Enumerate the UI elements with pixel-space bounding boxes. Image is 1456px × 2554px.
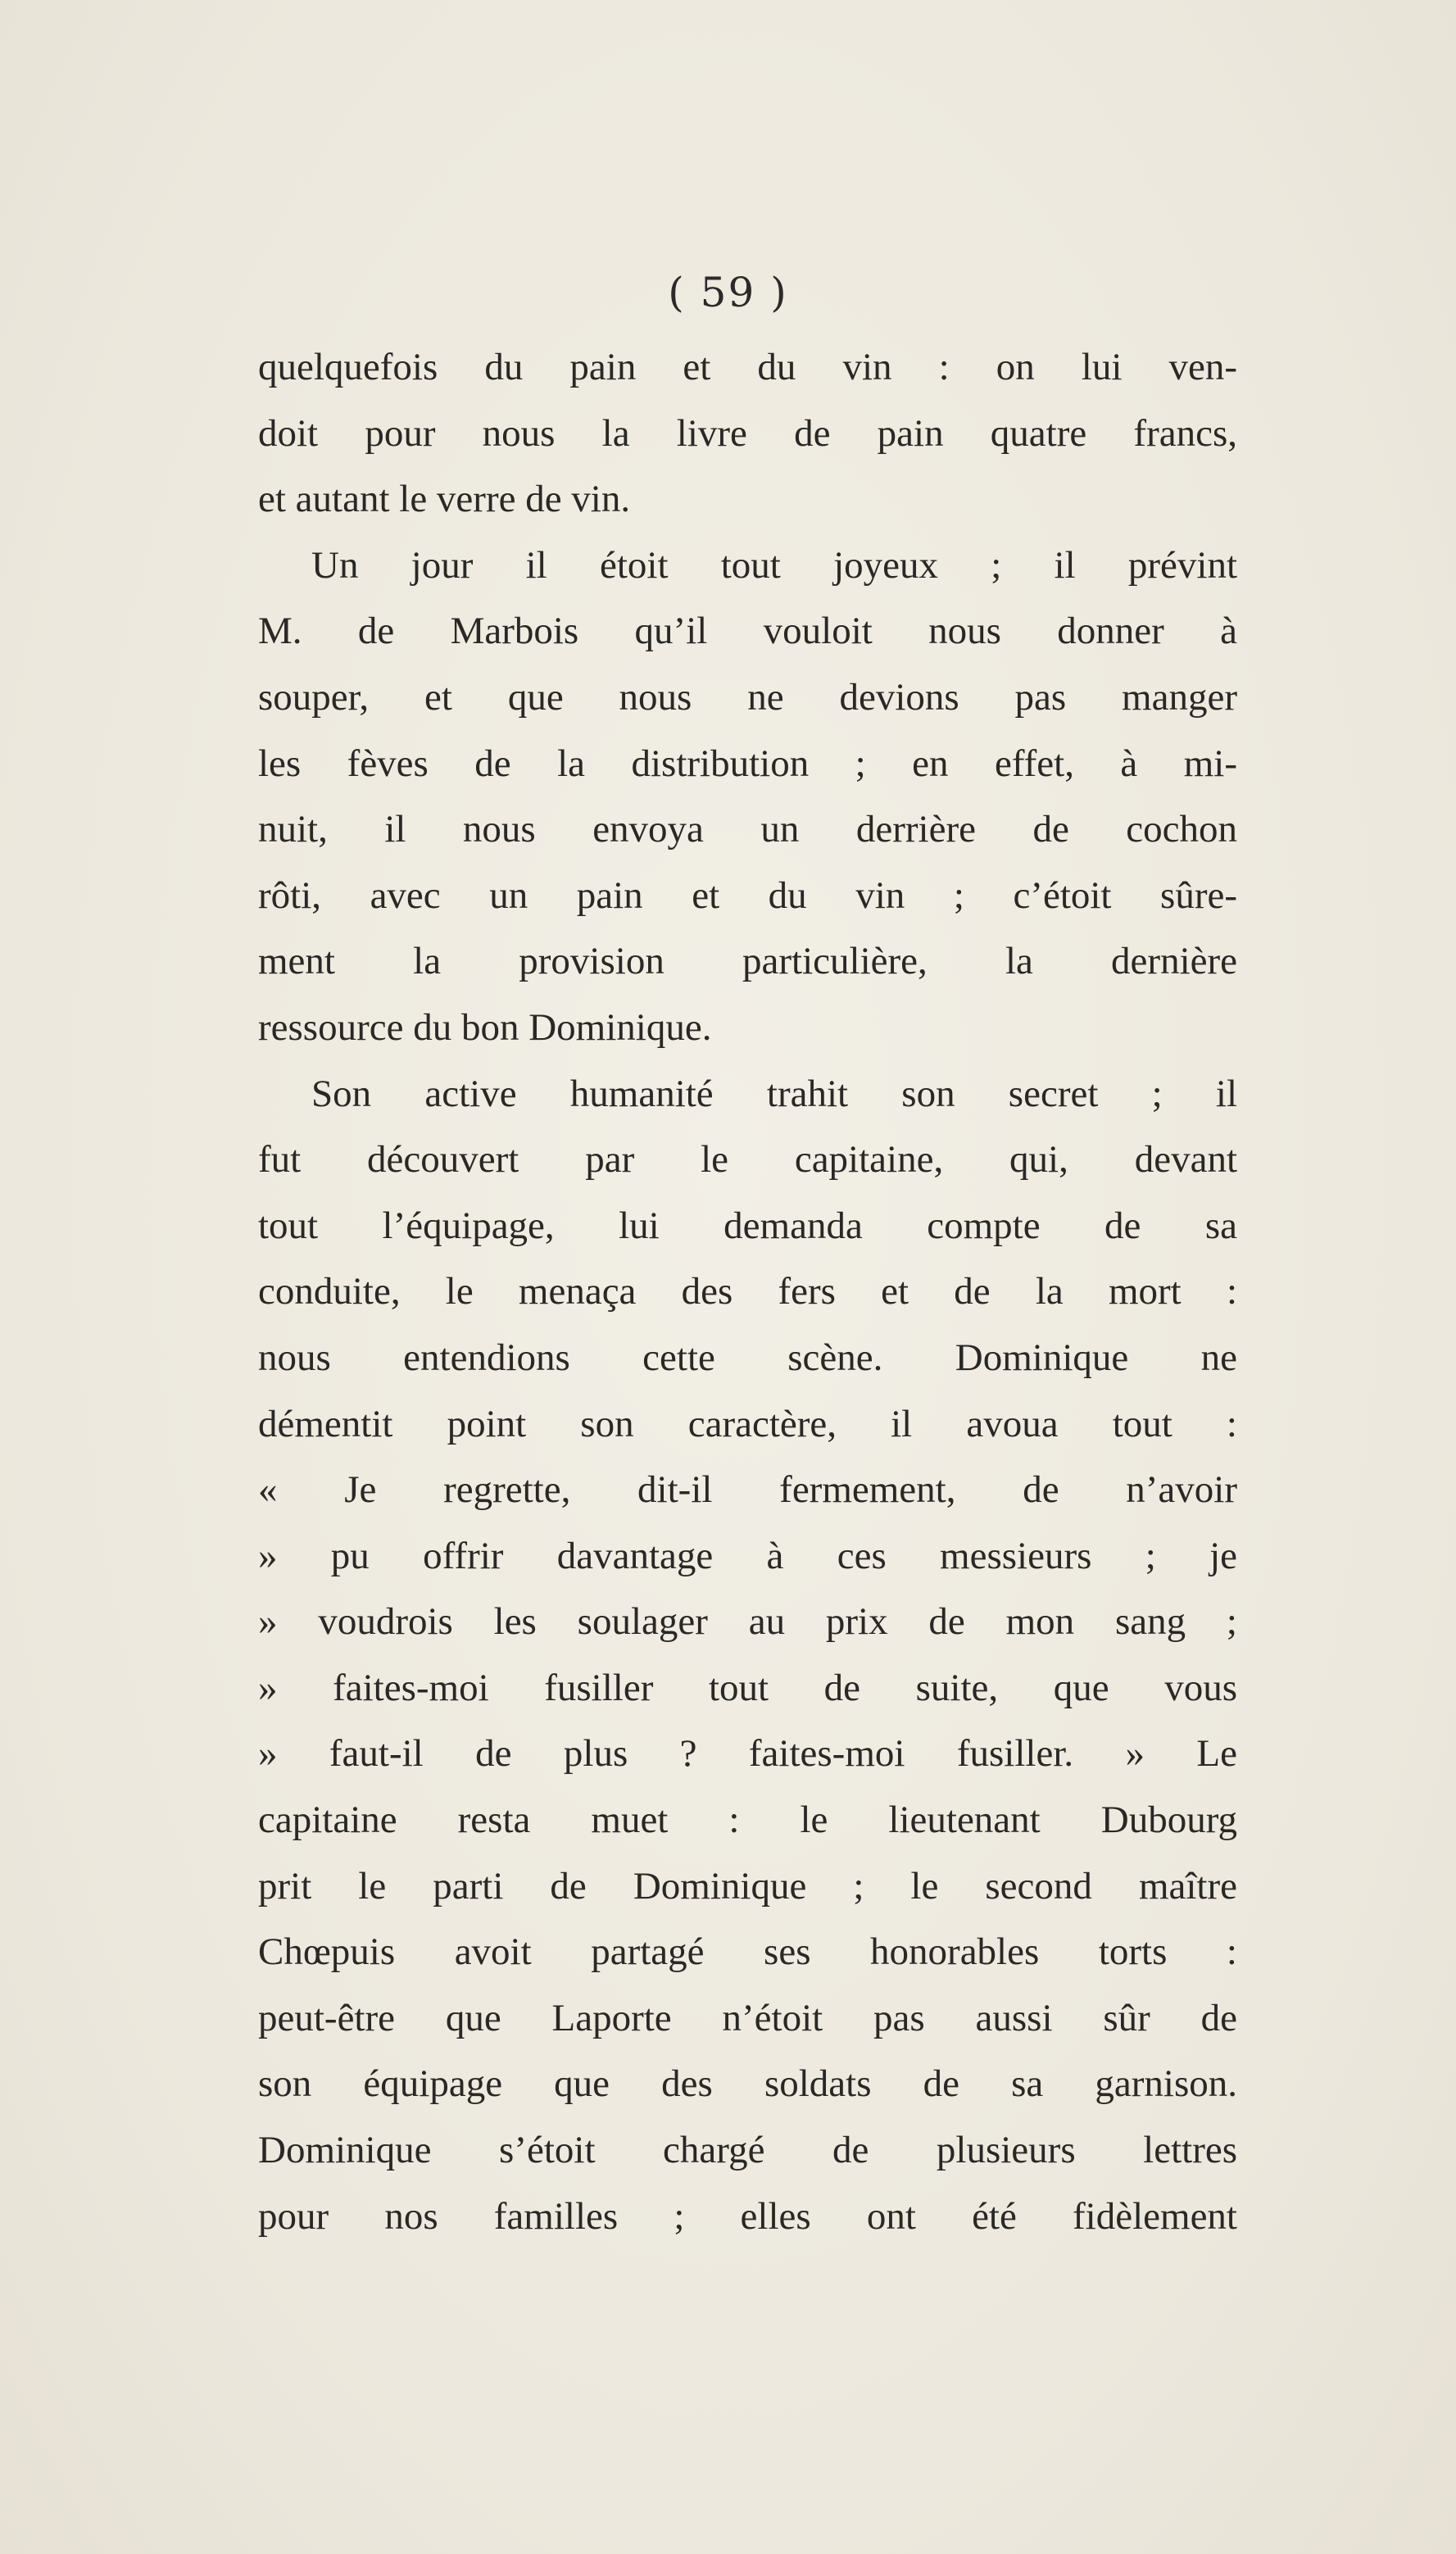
body-text bbox=[258, 334, 1237, 2249]
text-line: nous entendions cette scène. Dominique ne bbox=[258, 1336, 1237, 1379]
text-line: ment la provision particulière, la dernière bbox=[258, 940, 1237, 983]
page-number: ( 59 ) bbox=[668, 269, 788, 316]
text-line: nuit, il nous envoya un derrière de cochon bbox=[258, 808, 1237, 851]
text-line: » faites-moi fusiller tout de suite, que vous bbox=[258, 1666, 1237, 1709]
text-line: souper, et que nous ne devions pas manger bbox=[258, 675, 1237, 719]
text-line: tout l’équipage, lui demanda compte de sa bbox=[258, 1204, 1237, 1247]
text-line: doit pour nous la livre de pain quatre francs, bbox=[258, 411, 1237, 455]
text-line: capitaine resta muet : le lieutenant Dubourg bbox=[258, 1799, 1237, 1842]
text-line: « Je regrette, dit-il fermement, de n’avoir bbox=[258, 1468, 1237, 1512]
text-line: fut découvert par le capitaine, qui, devant bbox=[258, 1138, 1237, 1182]
text-line: quelquefois du pain et du vin : on lui ven- bbox=[258, 346, 1237, 388]
text-line: ressource du bon Dominique. bbox=[258, 1005, 712, 1049]
text-line: M. de Marbois qu’il vouloit nous donner à bbox=[258, 610, 1237, 653]
text-line: pour nos familles ; elles ont été fidèlement bbox=[258, 2194, 1237, 2238]
text-line: » faut-il de plus ? faites-moi fusiller. » Le bbox=[258, 1732, 1237, 1776]
text-line: et autant le verre de vin. bbox=[258, 478, 631, 521]
paragraph-start-line: Un jour il étoit tout joyeux ; il prévint bbox=[311, 543, 1237, 587]
text-line: démentit point son caractère, il avoua tout : bbox=[258, 1402, 1237, 1445]
text-line: peut-être que Laporte n’étoit pas aussi sûr de bbox=[258, 1996, 1237, 2039]
text-line: Dominique s’étoit chargé de plusieurs lettres bbox=[258, 2129, 1237, 2172]
text-line: » pu offrir davantage à ces messieurs ; je bbox=[258, 1534, 1237, 1577]
paragraph-start-line: Son active humanité trahit son secret ; il bbox=[311, 1072, 1237, 1115]
text-line: rôti, avec un pain et du vin ; c’étoit sûre- bbox=[258, 873, 1237, 917]
text-line: les fèves de la distribution ; en effet, à mi- bbox=[258, 742, 1237, 785]
text-line: conduite, le menaça des fers et de la mort : bbox=[258, 1270, 1237, 1313]
text-line: prit le parti de Dominique ; le second maître bbox=[258, 1864, 1237, 1908]
text-line: Chœpuis avoit partagé ses honorables torts : bbox=[258, 1930, 1237, 1974]
text-line: » voudrois les soulager au prix de mon sang ; bbox=[258, 1600, 1237, 1644]
text-line: son équipage que des soldats de sa garnison. bbox=[258, 2062, 1237, 2106]
